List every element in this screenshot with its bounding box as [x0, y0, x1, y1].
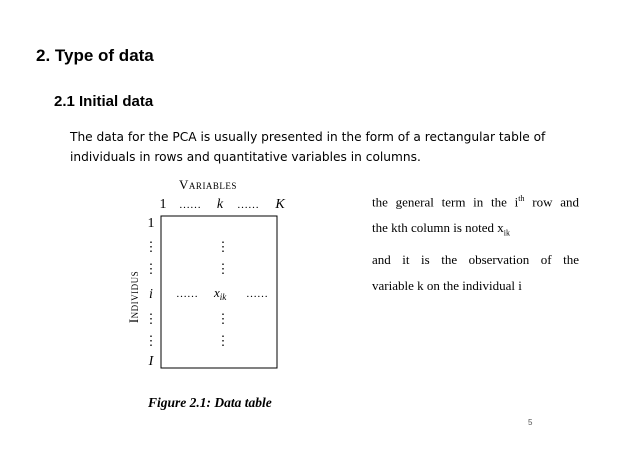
col-index-1: 1 — [159, 197, 167, 212]
variables-label: Variables — [179, 177, 237, 192]
individus-label: Individus — [126, 270, 141, 324]
cell-dots-left: …… — [176, 288, 198, 300]
intro-line-2: individuals in rows and quantitative variables in columns. — [70, 150, 421, 164]
data-table-figure — [120, 172, 295, 372]
row-vdots-3: ⋮ — [144, 311, 158, 326]
side-line-2: the kth column is noted $x_{ik}$ — [372, 220, 511, 238]
col-index-k: k — [216, 197, 224, 212]
cell-term: $x_{ik}$ — [214, 285, 227, 302]
col-dots-left: …… — [179, 199, 201, 211]
row-vdots-1: ⋮ — [144, 239, 158, 254]
cell-vdots-4: ⋮ — [216, 333, 230, 348]
row-index-i: i — [149, 287, 153, 302]
cell-vdots-3: ⋮ — [216, 311, 230, 326]
col-index-K: K — [275, 197, 285, 212]
cell-vdots-2: ⋮ — [216, 261, 230, 276]
col-dots-right: …… — [237, 199, 259, 211]
figure-caption: Figure 2.1: Data table — [148, 395, 272, 410]
cell-dots-right: …… — [246, 288, 268, 300]
side-line-4: variable k on the individual i — [372, 277, 522, 293]
side-line-1: the general term in the $i^{th}$ row and — [372, 194, 579, 210]
cell-vdots-1: ⋮ — [216, 239, 230, 254]
row-vdots-2: ⋮ — [144, 261, 158, 276]
subsection-heading: 2.1 Initial data — [54, 93, 154, 110]
intro-paragraph — [70, 127, 570, 167]
general-term-description — [372, 186, 579, 299]
section-heading: 2. Type of data — [36, 46, 154, 65]
row-index-1: 1 — [147, 216, 155, 231]
row-index-I: I — [148, 354, 154, 369]
page-number: 5 — [528, 418, 533, 427]
intro-line-1: The data for the PCA is usually presented in the form of a rectangular table of — [70, 130, 546, 144]
row-vdots-4: ⋮ — [144, 333, 158, 348]
side-line-3: and it is the observation of the — [372, 251, 579, 267]
